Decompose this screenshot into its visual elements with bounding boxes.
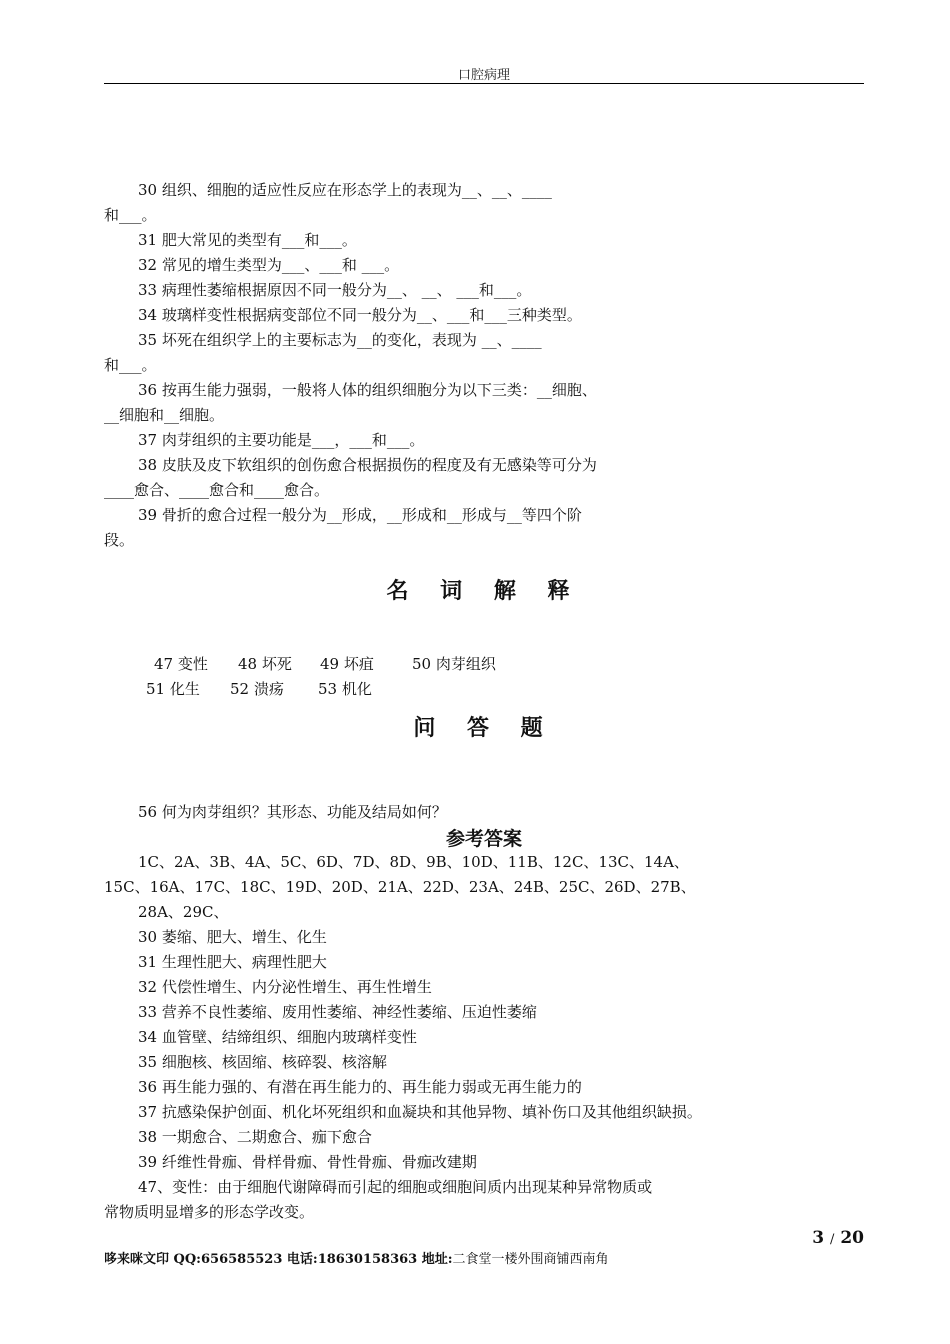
answer-31: 31 生理性肥大、病理性肥大: [138, 953, 327, 971]
term-51: 51 化生: [146, 680, 200, 698]
answer-32: 32 代偿性增生、内分泌性增生、再生性增生: [138, 978, 432, 996]
answer-37: 37 抗感染保护创面、机化坏死组织和血凝块和其他异物、填补伤口及其他组织缺损。: [138, 1103, 702, 1121]
qa-section-title: 问 答 题: [413, 716, 555, 741]
term-53: 53 机化: [318, 680, 372, 698]
question-38-line2: ____愈合、____愈合和____愈合。: [104, 481, 330, 499]
answer-47-line1: 47、变性：由于细胞代谢障碍而引起的细胞或细胞间质内出现某种异常物质或: [138, 1178, 653, 1196]
answer-36: 36 再生能力强的、有潜在再生能力的、再生能力弱或无再生能力的: [138, 1078, 582, 1096]
question-31: 31 肥大常见的类型有___和___。: [138, 231, 357, 249]
answer-39: 39 纤维性骨痂、骨样骨痂、骨性骨痂、骨痂改建期: [138, 1153, 477, 1171]
page-number: [812, 1228, 864, 1248]
answer-47-line2: 常物质明显增多的形态学改变。: [104, 1203, 315, 1221]
question-56: 56 何为肉芽组织？其形态、功能及结局如何？: [138, 803, 447, 821]
question-34: 34 玻璃样变性根据病变部位不同一般分为__、___和___三种类型。: [138, 306, 582, 324]
question-35-line1: 35 坏死在组织学上的主要标志为__的变化，表现为 __、____: [138, 331, 542, 349]
page-total: 20: [840, 1228, 864, 1248]
answer-mc-line1: 1C、2A、3B、4A、5C、6D、7D、8D、9B、10D、11B、12C、13C、14A、: [138, 853, 689, 871]
question-36-line1: 36 按再生能力强弱，一般将人体的组织细胞分为以下三类：__细胞、: [138, 381, 597, 399]
question-38-line1: 38 皮肤及皮下软组织的创伤愈合根据损伤的程度及有无感染等可分为: [138, 456, 597, 474]
term-49: 49 坏疽: [320, 655, 374, 673]
footer-contact: 哆来咪文印 QQ:656585523 电话:18630158363 地址:: [104, 1252, 453, 1267]
answer-35: 35 细胞核、核固缩、核碎裂、核溶解: [138, 1053, 387, 1071]
question-36-line2: __细胞和__细胞。: [104, 406, 225, 424]
term-47: 47 变性: [154, 655, 208, 673]
question-39-line2: 段。: [104, 531, 135, 549]
question-37: 37 肉芽组织的主要功能是___，___和___。: [138, 431, 425, 449]
page-separator: /: [830, 1232, 835, 1247]
question-39-line1: 39 骨折的愈合过程一般分为__形成，__形成和__形成与__等四个阶: [138, 506, 582, 524]
term-52: 52 溃疡: [230, 680, 284, 698]
answers-title: 参考答案: [445, 828, 522, 850]
page-current: 3: [812, 1228, 825, 1248]
question-35-line2: 和___。: [104, 356, 157, 374]
page-footer: [104, 1248, 609, 1267]
question-33: 33 病理性萎缩根据原因不同一般分为__、 __、 ___和___。: [138, 281, 532, 299]
answer-mc-line2: 15C、16A、17C、18C、19D、20D、21A、22D、23A、24B、25C、26D、27B、: [104, 878, 696, 896]
header-rule: [104, 83, 864, 84]
question-32: 32 常见的增生类型为___、___和 ___。: [138, 256, 400, 274]
term-50: 50 肉芽组织: [412, 655, 496, 673]
page-header: 口腔病理: [457, 68, 510, 83]
answer-38: 38 一期愈合、二期愈合、痂下愈合: [138, 1128, 372, 1146]
question-30-line1: 30 组织、细胞的适应性反应在形态学上的表现为__、__、____: [138, 181, 552, 199]
terms-section-title: 名 词 解 释: [386, 579, 582, 604]
answer-33: 33 营养不良性萎缩、废用性萎缩、神经性萎缩、压迫性萎缩: [138, 1003, 537, 1021]
answer-30: 30 萎缩、肥大、增生、化生: [138, 928, 327, 946]
footer-address: 二食堂一楼外围商铺西南角: [452, 1252, 609, 1267]
term-48: 48 坏死: [238, 655, 292, 673]
answer-34: 34 血管壁、结缔组织、细胞内玻璃样变性: [138, 1028, 417, 1046]
answer-mc-line3: 28A、29C、: [138, 903, 229, 921]
question-30-line2: 和___。: [104, 206, 157, 224]
